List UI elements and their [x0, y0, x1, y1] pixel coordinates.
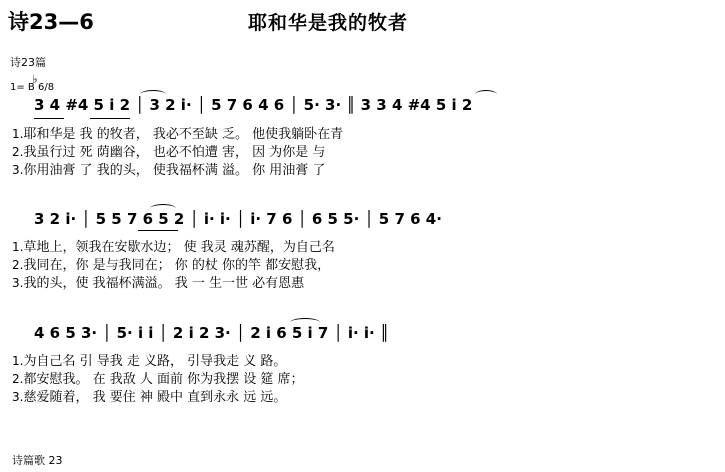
lyric-text: 我虽行过 死 荫幽谷， 也必不怕遭 害， 因 为你是 与: [23, 145, 326, 160]
lyric-text: 草地上，领我在安歇水边； 使 我灵 魂苏醒，为自己名: [23, 240, 335, 255]
beam-line: [34, 118, 64, 119]
hymn-number: 诗23—6: [8, 10, 94, 34]
verse-number: 2.: [12, 372, 24, 386]
lyric-line-1-verse-1: [12, 123, 343, 142]
verse-number: 3.: [12, 163, 24, 177]
slur-arc: [140, 90, 166, 99]
lyric-line-2-verse-3: [12, 272, 304, 291]
verse-number: 1.: [12, 240, 24, 254]
notation-line-3: 4 6 5 3· │ 5· i i │ 2 i 2 3· │ 2 i 6 5 i 7 │ i· i· ║: [34, 324, 389, 342]
lyric-line-3-verse-1: [12, 350, 286, 369]
beam-line: [90, 118, 130, 119]
beam-line: [138, 230, 178, 231]
verse-number: 1.: [12, 127, 24, 141]
lyric-text: 耶和华是 我 的牧者， 我必不至缺 乏。 他使我躺卧在青: [23, 127, 344, 142]
key-flat-mark: ♭: [32, 72, 38, 86]
lyric-text: 为自己名 引 导我 走 义路， 引导我走 义 路。: [23, 354, 287, 369]
slur-arc: [290, 318, 320, 327]
verse-number: 3.: [12, 276, 24, 290]
lyric-line-1-verse-3: [12, 159, 325, 178]
lyric-text: 慈爱随着， 我 要住 神 殿中 直到永永 远 远。: [23, 390, 287, 405]
notation-line-2: 3 2 i· │ 5 5 7 6 5 2 │ i· i· │ i· 7 6 │ 6 5 5· │ 5 7 6 4·: [34, 210, 442, 228]
lyric-line-1-verse-2: [12, 141, 325, 160]
lyric-text: 我同在，你 是与我同在； 你 的杖 你的竿 都安慰我，: [23, 258, 331, 273]
lyric-line-3-verse-3: [12, 386, 286, 405]
lyric-line-2-verse-2: [12, 254, 330, 273]
notation-line-1: 3 4 #4 5 i 2 │ 3 2 i· │ 5 7 6 4 6 │ 5· 3· ║ 3 3 4 #4 5 i 2: [34, 96, 473, 114]
lyric-text: 都安慰我。 在 我敌 人 面前 你为我摆 设 筵 席；: [23, 372, 304, 387]
scripture-source: 诗23篇: [10, 56, 46, 69]
slur-arc: [475, 90, 497, 99]
footer-label: 诗篇歌 23: [12, 454, 63, 467]
key-signature: [10, 72, 55, 93]
slur-arc: [150, 204, 176, 213]
key-text: 1= B 6/8: [10, 82, 55, 93]
verse-number: 3.: [12, 390, 24, 404]
lyric-text: 你用油膏 了 我的头， 使我福杯满 溢。 你 用油膏 了: [23, 163, 326, 178]
verse-number: 2.: [12, 258, 24, 272]
verse-number: 1.: [12, 354, 24, 368]
lyric-text: 我的头，使 我福杯满溢。 我 一 生一世 必有恩惠: [23, 276, 305, 291]
lyric-line-3-verse-2: [12, 368, 304, 387]
lyric-line-2-verse-1: [12, 236, 335, 255]
hymn-title: 耶和华是我的牧者: [248, 12, 409, 34]
verse-number: 2.: [12, 145, 24, 159]
